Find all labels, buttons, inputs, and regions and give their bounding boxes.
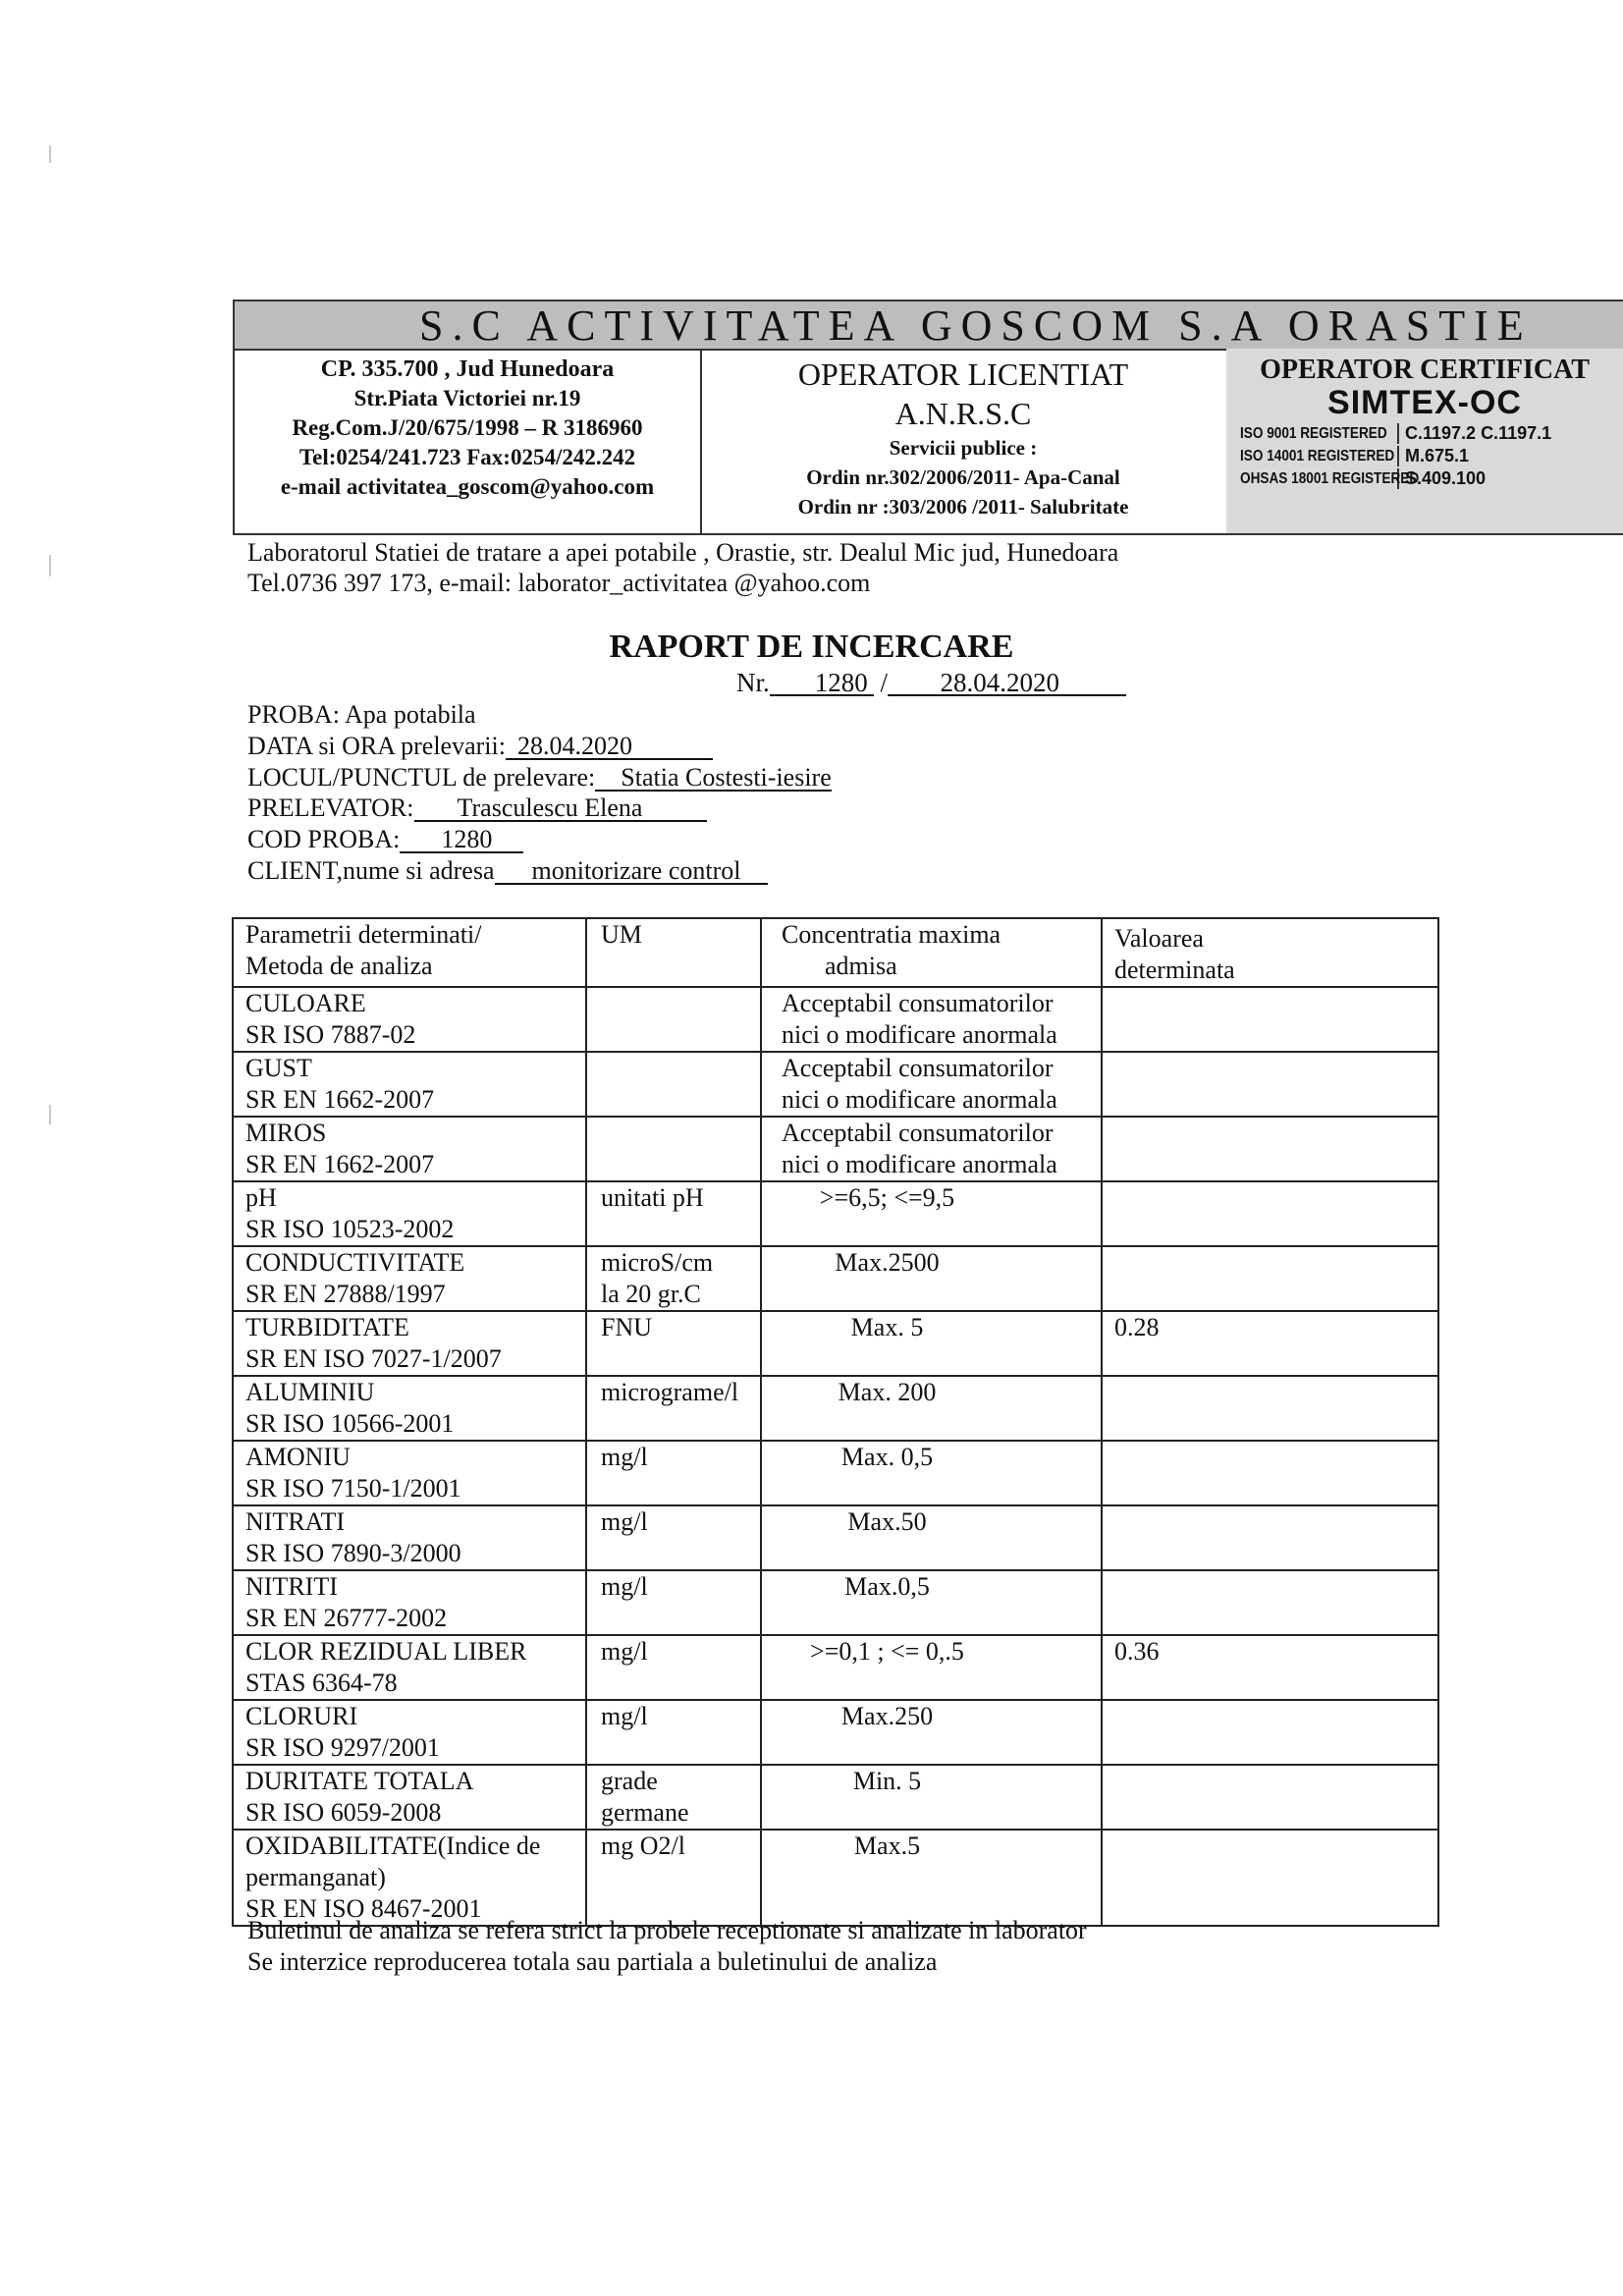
cert-row	[1240, 423, 1623, 444]
data-label: DATA si ORA prelevarii:	[247, 732, 506, 760]
um-cell	[586, 1570, 761, 1635]
value-cell	[1102, 1246, 1438, 1311]
param-cell-text: GUST	[245, 1054, 312, 1082]
um-cell	[586, 1700, 761, 1765]
table-row	[233, 1570, 1438, 1635]
cert-list	[1240, 423, 1623, 489]
param-cell-text: ALUMINIU	[245, 1378, 375, 1406]
param-cell	[233, 1505, 586, 1570]
operator-licentiat: OPERATOR LICENTIAT	[797, 356, 1129, 392]
value-cell	[1102, 1635, 1438, 1700]
um-cell-text: mg O2/l	[601, 1831, 685, 1860]
value-cell	[1102, 1052, 1438, 1117]
um-cell	[586, 1181, 761, 1246]
param-cell-text: CLORURI	[245, 1702, 358, 1730]
um-cell-text: unitati pH	[601, 1183, 704, 1212]
proba-value: Apa potabila	[345, 700, 476, 729]
address-line: e-mail activitatea_goscom@yahoo.com	[280, 474, 655, 499]
um-cell-text: micrograme/l	[601, 1378, 739, 1406]
nr-value: 1280	[770, 671, 874, 696]
cma-cell	[761, 1505, 1102, 1570]
table-header-row	[233, 918, 1438, 987]
um-cell	[586, 987, 761, 1052]
value-cell	[1102, 1505, 1438, 1570]
value-cell	[1102, 987, 1438, 1052]
param-cell	[233, 1376, 586, 1441]
cma-cell	[761, 1441, 1102, 1505]
um-cell-text: mg/l	[601, 1637, 648, 1666]
value-cell	[1102, 1117, 1438, 1181]
cma-cell-text: Max. 200	[838, 1378, 937, 1406]
param-cell	[233, 1117, 586, 1181]
cma-cell	[761, 987, 1102, 1052]
cert-row	[1240, 468, 1623, 489]
field-cod	[247, 825, 523, 854]
cma-cell-text: Max.50	[847, 1507, 927, 1536]
scan-mark	[49, 145, 51, 163]
um-cell	[586, 1117, 761, 1181]
um-cell-text: mg/l	[601, 1507, 648, 1536]
cma-cell	[761, 1311, 1102, 1376]
param-cell-text: SR ISO 6059-2008	[245, 1798, 442, 1827]
table-body	[233, 987, 1438, 1926]
prelevator-label: PRELEVATOR:	[247, 793, 414, 822]
report-date: 28.04.2020	[888, 671, 1126, 696]
field-prelevator	[247, 793, 707, 823]
address-line: Reg.Com.J/20/675/1998 – R 3186960	[292, 415, 643, 440]
param-cell-text: STAS 6364-78	[245, 1668, 398, 1697]
prelevator-value: Trasculescu Elena	[414, 796, 708, 822]
header-um: UM	[586, 918, 761, 987]
cert-code: C.1197.2 C.1197.1	[1397, 423, 1551, 444]
field-client	[247, 856, 768, 886]
table-row	[233, 1376, 1438, 1441]
param-cell-text: MIROS	[245, 1119, 327, 1147]
simtex-logo: SIMTEX-OC	[1327, 384, 1522, 421]
address-line: Tel:0254/241.723 Fax:0254/242.242	[298, 445, 636, 469]
header-param: Parametrii determinati/ Metoda de analiza	[233, 918, 586, 987]
cma-cell-text: >=0,1 ; <= 0,.5	[810, 1637, 964, 1666]
table-row	[233, 1181, 1438, 1246]
um-cell	[586, 1635, 761, 1700]
cod-label: COD PROBA:	[247, 825, 401, 853]
value-cell-text: 0.28	[1114, 1313, 1160, 1341]
cma-cell	[761, 1246, 1102, 1311]
cma-cell-text: Acceptabil consumatorilor	[782, 1054, 1054, 1082]
um-cell-text: grade	[601, 1767, 658, 1795]
um-cell	[586, 1376, 761, 1441]
cma-cell-text: nici o modificare anormala	[782, 1150, 1057, 1178]
um-cell-text: FNU	[601, 1313, 653, 1341]
table-row	[233, 1635, 1438, 1700]
table-row	[233, 1505, 1438, 1570]
param-cell	[233, 1311, 586, 1376]
address-line: Str.Piata Victoriei nr.19	[353, 386, 581, 410]
param-cell-text: CONDUCTIVITATE	[245, 1248, 465, 1277]
report-number: Nr. 1280 / 28.04.2020	[736, 668, 1126, 698]
param-cell	[233, 1570, 586, 1635]
um-cell	[586, 1246, 761, 1311]
um-cell	[586, 1311, 761, 1376]
param-cell-text: OXIDABILITATE(Indice de	[245, 1831, 541, 1860]
cma-cell-text: Max.2500	[835, 1248, 940, 1277]
company-address-block	[235, 349, 702, 533]
table-row	[233, 1246, 1438, 1311]
cma-cell	[761, 1635, 1102, 1700]
header-cma: Concentratia maxima admisa	[761, 918, 1102, 987]
cma-cell-text: Acceptabil consumatorilor	[782, 989, 1054, 1017]
um-cell	[586, 1441, 761, 1505]
cma-cell	[761, 1181, 1102, 1246]
cert-row	[1240, 446, 1623, 466]
address-line: CP. 335.700 , Jud Hunedoara	[320, 356, 615, 382]
proba-label: PROBA:	[247, 700, 340, 729]
param-cell-text: CULOARE	[245, 989, 366, 1017]
cma-cell-text: Max. 0,5	[840, 1443, 934, 1471]
client-label: CLIENT,nume si adresa	[247, 856, 495, 885]
data-value: 28.04.2020	[506, 735, 713, 760]
cma-cell-text: Min. 5	[852, 1767, 922, 1795]
um-cell	[586, 1505, 761, 1570]
table-row	[233, 1117, 1438, 1181]
um-cell-text: mg/l	[601, 1443, 648, 1471]
anrsc: A.N.R.S.C	[894, 396, 1032, 431]
param-cell-text: NITRITI	[245, 1572, 338, 1601]
param-cell-text: pH	[245, 1183, 277, 1212]
param-cell-text: TURBIDITATE	[245, 1313, 409, 1341]
um-cell	[586, 1765, 761, 1830]
param-cell-text: SR EN 26777-2002	[245, 1604, 448, 1632]
cma-cell-text: >=6,5; <=9,5	[819, 1183, 955, 1212]
cma-cell	[761, 1765, 1102, 1830]
cma-cell-text: nici o modificare anormala	[782, 1085, 1057, 1114]
cma-cell	[761, 1700, 1102, 1765]
value-cell	[1102, 1765, 1438, 1830]
param-cell-text: NITRATI	[245, 1507, 346, 1536]
value-cell	[1102, 1181, 1438, 1246]
operator-certificat-block	[1226, 349, 1623, 533]
param-cell-text: SR ISO 7150-1/2001	[245, 1474, 461, 1503]
param-cell-text: AMONIU	[245, 1443, 351, 1471]
ordin-apa-canal: Ordin nr.302/2006/2011- Apa-Canal	[806, 465, 1120, 489]
param-cell-text: SR EN 27888/1997	[245, 1280, 446, 1308]
param-cell	[233, 1052, 586, 1117]
param-cell-text: permanganat)	[245, 1863, 386, 1891]
cma-cell-text: nici o modificare anormala	[782, 1020, 1057, 1049]
scan-mark	[49, 1105, 51, 1124]
cert-name: OHSAS 18001 REGISTERED	[1240, 469, 1420, 487]
param-cell	[233, 987, 586, 1052]
um-cell	[586, 1052, 761, 1117]
cma-cell	[761, 1830, 1102, 1926]
param-cell-text: SR EN 1662-2007	[245, 1085, 435, 1114]
field-data	[247, 732, 713, 761]
param-cell-text: SR ISO 10566-2001	[245, 1409, 455, 1438]
results-table	[232, 917, 1439, 1927]
footer-note-2: Se interzice reproducerea totala sau partiala a buletinului de analiza	[247, 1947, 938, 1976]
param-cell	[233, 1441, 586, 1505]
param-cell	[233, 1246, 586, 1311]
scan-mark	[49, 555, 51, 576]
um-cell	[586, 1830, 761, 1926]
header-valoare: Valoarea determinata	[1102, 918, 1438, 987]
locul-label: LOCUL/PUNCTUL de prelevare:	[247, 763, 596, 792]
um-cell-text: mg/l	[601, 1702, 648, 1730]
table-row	[233, 1052, 1438, 1117]
value-cell	[1102, 1311, 1438, 1376]
letterhead	[233, 300, 1623, 535]
cma-cell-text: Max. 5	[850, 1313, 924, 1341]
cma-cell	[761, 1376, 1102, 1441]
table-row	[233, 1765, 1438, 1830]
value-cell	[1102, 1570, 1438, 1635]
param-cell-text: SR ISO 7887-02	[245, 1020, 416, 1049]
param-cell-text: SR EN ISO 7027-1/2007	[245, 1344, 502, 1373]
cma-cell-text: Max.5	[853, 1831, 921, 1860]
param-cell-text: DURITATE TOTALA	[245, 1767, 474, 1795]
cert-name: ISO 14001 REGISTERED	[1240, 447, 1395, 465]
param-cell-text: SR ISO 10523-2002	[245, 1215, 455, 1243]
param-cell	[233, 1181, 586, 1246]
table-row	[233, 987, 1438, 1052]
ordin-salubritate: Ordin nr :303/2006 /2011- Salubritate	[797, 495, 1129, 519]
servicii-publice: Servicii publice :	[889, 436, 1038, 460]
param-cell-text: SR EN ISO 8467-2001	[245, 1894, 482, 1923]
cert-name: ISO 9001 REGISTERED	[1240, 424, 1387, 442]
company-banner: S.C ACTIVITATEA GOSCOM S.A ORASTIE	[235, 301, 1623, 351]
cma-cell-text: Max.0,5	[844, 1572, 930, 1601]
value-cell	[1102, 1830, 1438, 1926]
cert-code: S.409.100	[1397, 468, 1486, 489]
cma-cell	[761, 1052, 1102, 1117]
um-cell-text: mg/l	[601, 1572, 648, 1601]
cma-cell-text: Acceptabil consumatorilor	[782, 1119, 1054, 1147]
cma-cell	[761, 1570, 1102, 1635]
param-cell	[233, 1830, 586, 1926]
table-row	[233, 1700, 1438, 1765]
operator-certificat: OPERATOR CERTIFICAT	[1260, 355, 1590, 385]
um-cell-text: la 20 gr.C	[601, 1280, 701, 1308]
field-locul	[247, 763, 832, 793]
table-row	[233, 1830, 1438, 1926]
param-cell-text: SR EN 1662-2007	[245, 1150, 435, 1178]
footer-note-1: Buletinul de analiza se refera strict la probele receptionate si analizate in laborator	[247, 1916, 1087, 1944]
param-cell	[233, 1765, 586, 1830]
param-cell	[233, 1635, 586, 1700]
locul-value: Statia Costesti-iesire	[595, 766, 831, 792]
cma-cell	[761, 1117, 1102, 1181]
table-row	[233, 1441, 1438, 1505]
param-cell-text: CLOR REZIDUAL LIBER	[245, 1637, 527, 1666]
value-cell	[1102, 1376, 1438, 1441]
param-cell	[233, 1700, 586, 1765]
um-cell-text: germane	[601, 1798, 689, 1827]
param-cell-text: SR ISO 7890-3/2000	[245, 1539, 461, 1567]
operator-licentiat-block	[700, 349, 1228, 533]
table-row	[233, 1311, 1438, 1376]
client-value: monitorizare control	[495, 859, 769, 885]
field-proba	[247, 700, 476, 730]
value-cell	[1102, 1700, 1438, 1765]
value-cell	[1102, 1441, 1438, 1505]
nr-label: Nr.	[736, 668, 770, 697]
um-cell-text: microS/cm	[601, 1248, 714, 1277]
param-cell-text: SR ISO 9297/2001	[245, 1733, 440, 1762]
lab-contact: Tel.0736 397 173, e-mail: laborator_activitatea @yahoo.com	[247, 569, 871, 597]
lab-address: Laboratorul Statiei de tratare a apei potabile , Orastie, str. Dealul Mic jud, Hunedoara	[247, 538, 1119, 567]
cert-code: M.675.1	[1397, 446, 1469, 466]
cod-value: 1280	[400, 828, 523, 853]
value-cell-text: 0.36	[1114, 1637, 1160, 1666]
cma-cell-text: Max.250	[840, 1702, 934, 1730]
report-title: RAPORT DE INCERCARE	[609, 629, 1014, 665]
